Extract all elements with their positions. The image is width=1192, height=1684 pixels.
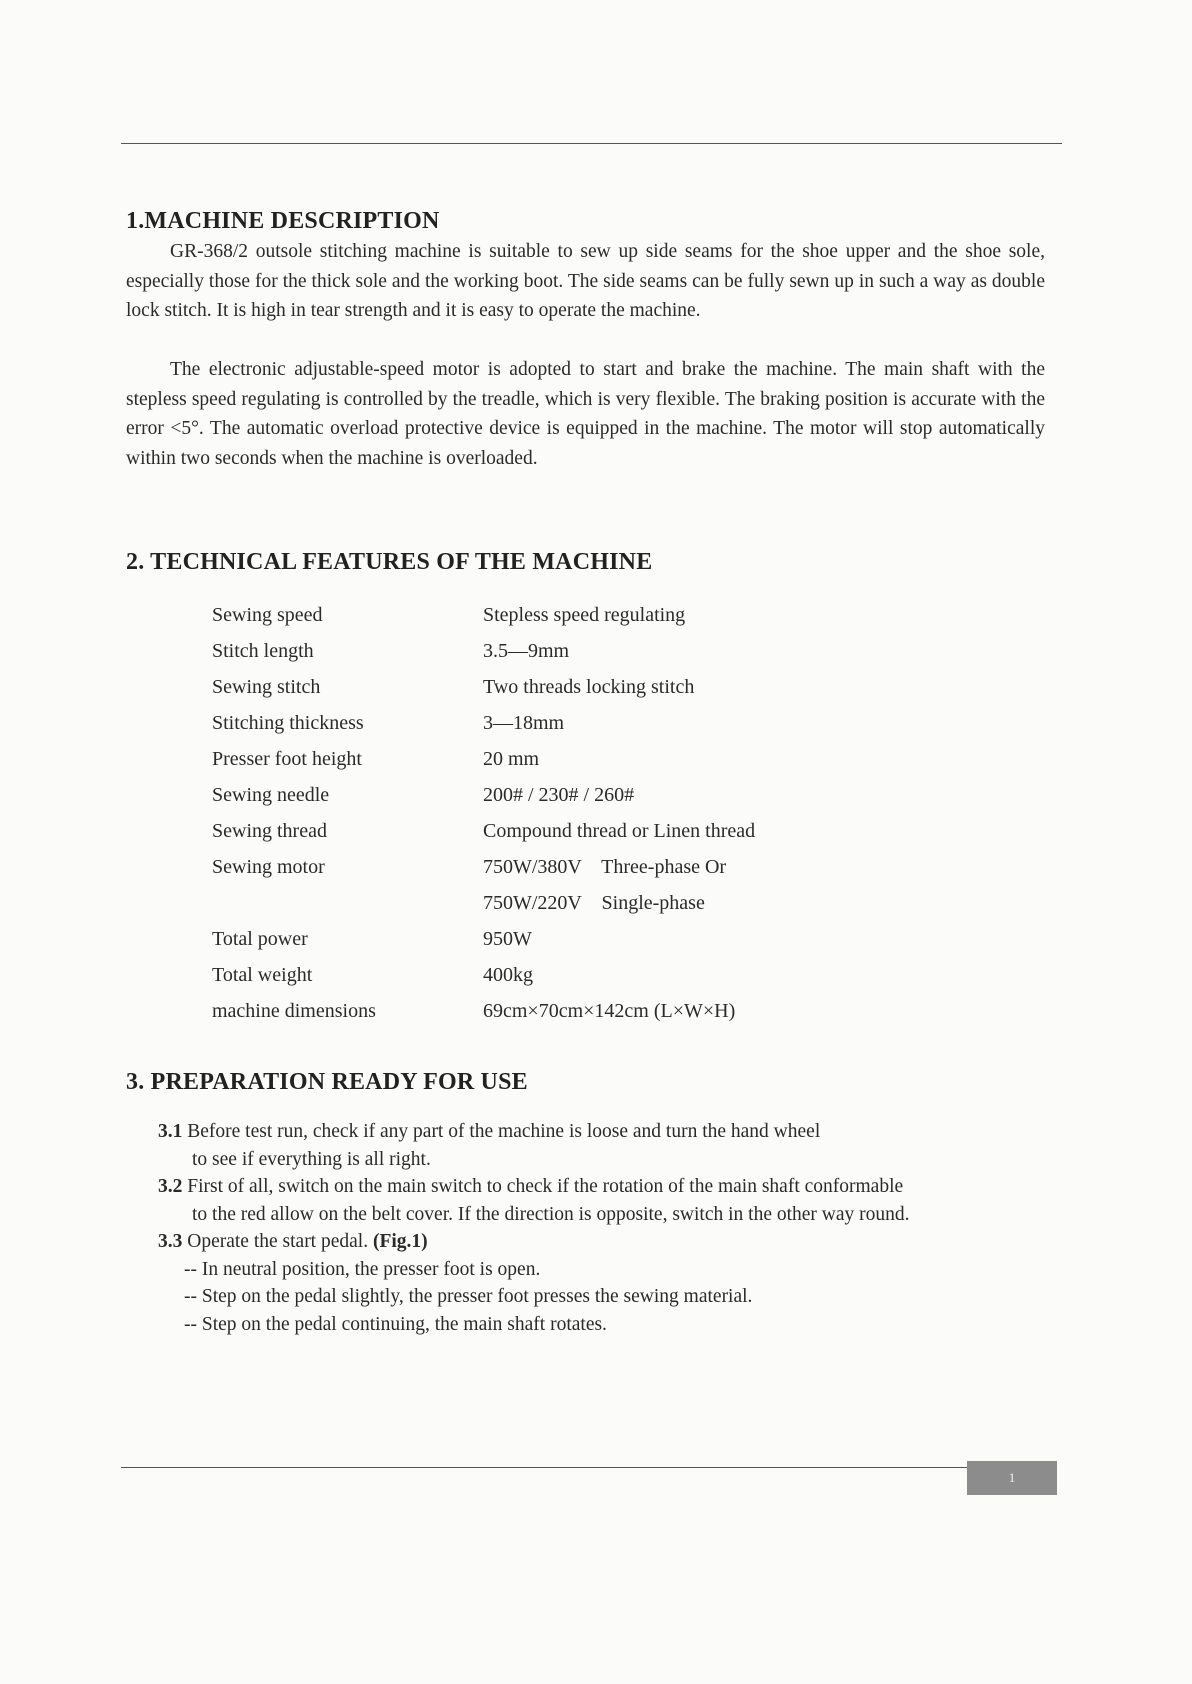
spec-row [212,921,755,957]
section-heading-technical-features: 2. TECHNICAL FEATURES OF THE MACHINE [126,549,653,575]
spec-row [212,741,755,777]
spec-value: 3.5—9mm [483,639,570,662]
spec-row [212,885,755,921]
spec-value: Two threads locking stitch [483,675,695,698]
spec-row [212,957,755,993]
spec-row [212,669,755,705]
footer-rule [121,1467,967,1468]
spec-row [212,777,755,813]
spec-row [212,633,755,669]
spec-label: Sewing needle [212,783,330,806]
spec-value: 69cm×70cm×142cm (L×W×H) [483,999,736,1022]
preparation-steps [158,1118,1058,1338]
spec-value: Stepless speed regulating [483,603,686,626]
spec-label: Stitching thickness [212,711,364,734]
spec-label: Sewing motor [212,855,325,878]
step-3-3: 3.3 Operate the start pedal. (Fig.1) [158,1231,428,1252]
spec-row [212,597,755,633]
step-3-2-continued: to the red allow on the belt cover. If the direction is opposite, switch in the other way round. [192,1203,910,1225]
step-3-3-sub-3: -- Step on the pedal continuing, the main shaft rotates. [184,1313,607,1335]
spec-value: 750W/380V Three-phase Or [483,855,727,878]
spec-row [212,813,755,849]
spec-row [212,993,755,1029]
spec-label [212,885,483,921]
header-rule [121,143,1062,144]
step-3-1-continued: to see if everything is all right. [192,1148,431,1170]
spec-value: 950W [483,927,532,950]
spec-value: 400kg [483,963,533,986]
spec-label: Sewing thread [212,819,327,842]
spec-label: Total weight [212,963,313,986]
step-3-1: 3.1 Before test run, check if any part of the machine is loose and turn the hand wheel [158,1121,821,1142]
step-3-3-sub-1: -- In neutral position, the presser foot is open. [184,1258,541,1280]
spec-row [212,849,755,885]
spec-value: 200# / 230# / 260# [483,783,635,806]
section-heading-machine-description: 1.MACHINE DESCRIPTION [126,208,440,234]
step-3-2: 3.2 First of all, switch on the main switch to check if the rotation of the main shaft conformable [158,1176,904,1197]
description-paragraph-1: GR-368/2 outsole stitching machine is suitable to sew up side seams for the shoe upper and the shoe sole, especially those for the thick sole and the working boot. The side seams can be fully sewn up in such a way as double lock stitch. It is high in tear strength and it is easy to operate the machine. [126,241,1045,321]
description-paragraph-2: The electronic adjustable-speed motor is adopted to start and brake the machine. The main shaft with the stepless speed regulating is controlled by the treadle, which is very flexible. The braking position is accurate with the error <5°. The automatic overload protective device is equipped in the machine. The motor will stop automatically within two seconds when the machine is overloaded. [126,359,1045,469]
spec-value: 750W/220V Single-phase [483,891,705,914]
spec-label: Presser foot height [212,747,362,770]
spec-label: machine dimensions [212,999,376,1022]
spec-label: Sewing speed [212,603,323,626]
spec-row [212,705,755,741]
spec-label: Stitch length [212,639,314,662]
spec-label: Sewing stitch [212,675,321,698]
section-heading-preparation: 3. PREPARATION READY FOR USE [126,1069,528,1095]
spec-value: 20 mm [483,747,540,770]
spec-value: Compound thread or Linen thread [483,819,756,842]
page-number-badge: 1 [967,1461,1057,1495]
figure-reference: (Fig.1) [372,1231,428,1252]
spec-value: 3—18mm [483,711,565,734]
spec-label: Total power [212,927,308,950]
step-3-3-sub-2: -- Step on the pedal slightly, the presser foot presses the sewing material. [184,1286,753,1307]
spec-table [212,597,755,1029]
